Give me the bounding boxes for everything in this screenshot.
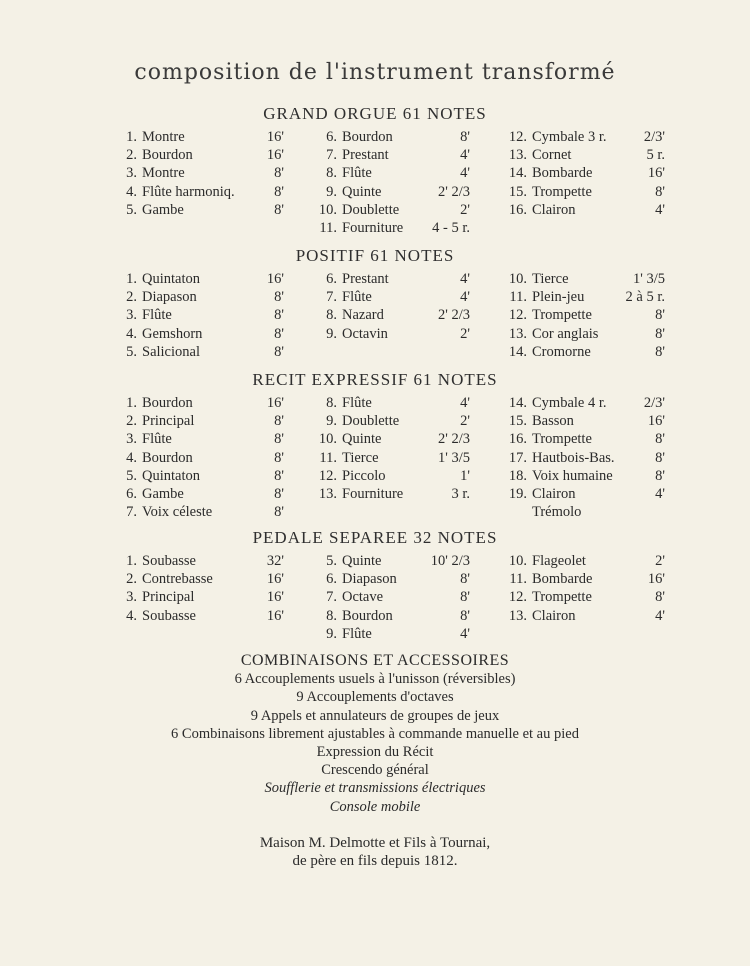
stop-pitch: 8' [655,589,665,606]
stop-number: 2. [126,571,137,588]
stop-name: Trémolo [532,504,582,521]
stop-number: 13. [508,607,527,624]
stop-pitch: 2' [460,413,470,430]
stop-pitch: 8' [274,343,284,360]
stop-name: Quintaton [142,467,200,484]
stop-number: 9. [326,325,337,342]
stop-number: 7. [326,289,337,306]
stop-name: Flûte [142,431,172,448]
stop-number: 5. [326,553,337,569]
stop-pitch: 2' 2/3 [437,183,470,200]
maker-line: Maison M. Delmotte et Fils à Tournai, [259,835,491,851]
stop-pitch: 8' [274,201,284,218]
stop-number: 7. [126,504,137,521]
stop-name: Clairon [532,607,576,624]
accessory-line: 9 Appels et annulateurs de groupes de jeux [250,707,500,724]
stop-name: Octavin [342,325,388,342]
stop-pitch: 4' [460,165,470,182]
stop-pitch: 8' [655,307,665,324]
stop-number: 4. [126,449,137,466]
stop-number: 11. [509,289,527,306]
stop-pitch: 1' 3/5 [632,271,665,287]
stop-number: 4. [126,607,137,624]
stop-pitch: 8' [274,504,284,521]
stop-name: Soubasse [142,553,196,569]
stop-name: Plein-jeu [532,289,585,306]
stop-name: Cromorne [532,343,591,360]
stop-number: 16. [508,201,527,218]
stop-number: 6. [126,485,137,502]
stop-name: Gambe [142,485,184,502]
stop-name: Voix humaine [532,467,613,484]
stop-name: Cymbale 4 r. [532,395,607,411]
stop-pitch: 32' [266,553,284,569]
stop-pitch: 16' [266,607,284,624]
stop-number: 1. [126,395,137,411]
stop-name: Cymbale 3 r. [532,129,607,145]
stop-number: 14. [508,165,527,182]
stop-pitch: 8' [274,413,284,430]
stop-name: Quintaton [142,271,200,287]
accessory-line: 9 Accouplements d'octaves [296,689,454,706]
stop-name: Flûte [342,625,372,642]
stop-name: Bourdon [142,449,193,466]
stop-pitch: 16' [647,571,665,588]
stop-name: Trompette [532,589,592,606]
stop-number: 1. [126,553,137,569]
stop-name: Tierce [342,449,379,466]
stop-pitch: 16' [266,395,284,411]
stop-name: Prestant [342,147,389,164]
stop-name: Trompette [532,431,592,448]
stop-name: Diapason [342,571,397,588]
stop-name: Diapason [142,289,197,306]
stop-name: Cor anglais [532,325,599,342]
stop-name: Bourdon [142,395,193,411]
stop-pitch: 4 - 5 r. [432,219,470,236]
stop-number: 1. [126,271,137,287]
stop-number: 10. [318,201,337,218]
stop-number: 9. [326,183,337,200]
stop-number: 13. [508,147,527,164]
stop-number: 4. [126,325,137,342]
stop-pitch: 4' [460,271,470,287]
stop-pitch: 8' [274,183,284,200]
stop-number: 12. [508,307,527,324]
stop-number: 8. [326,165,337,182]
stop-pitch: 8' [274,485,284,502]
stop-pitch: 16' [647,165,665,182]
stop-number: 9. [326,413,337,430]
stop-name: Montre [142,165,185,182]
stop-name: Quinte [342,431,382,448]
stop-name: Quinte [342,553,382,569]
stop-pitch: 4' [655,485,665,502]
stop-pitch: 2/3' [643,129,665,145]
stop-number: 7. [326,589,337,606]
accessory-line: 6 Accouplements usuels à l'unisson (réversibles) [234,671,516,688]
stop-number: 17. [508,449,527,466]
stop-pitch: 8' [274,325,284,342]
stop-pitch: 16' [266,147,284,164]
stop-number: 3. [126,589,137,606]
stop-name: Bourdon [142,147,193,164]
stop-number: 6. [326,271,337,287]
stop-name: Bourdon [342,129,393,145]
accessory-italic-line: Console mobile [329,798,421,815]
stop-pitch: 8' [274,289,284,306]
stop-pitch: 4' [460,625,470,642]
stop-name: Nazard [342,307,384,324]
stop-number: 5. [126,201,137,218]
stop-number: 10. [318,431,337,448]
stop-pitch: 4' [460,147,470,164]
stop-number: 11. [319,219,337,236]
stop-pitch: 2/3' [643,395,665,411]
stop-number: 8. [326,307,337,324]
section-heading-grand-orgue: GRAND ORGUE 61 NOTES [263,104,487,123]
stop-pitch: 8' [460,571,470,588]
stop-name: Flûte harmoniq. [142,183,235,200]
stop-number: 14. [508,343,527,360]
accessory-line: Expression du Récit [316,743,434,760]
accessory-line: Crescendo général [321,762,429,779]
stop-name: Tierce [532,271,569,287]
stop-pitch: 4' [460,395,470,411]
stop-number: 8. [326,395,337,411]
stop-name: Trompette [532,183,592,200]
stop-number: 2. [126,413,137,430]
stop-pitch: 2 à 5 r. [625,289,665,306]
stop-number: 5. [126,343,137,360]
stop-name: Gambe [142,201,184,218]
stop-name: Fourniture [342,485,404,502]
stop-pitch: 16' [266,129,284,145]
stop-pitch: 2' 2/3 [437,431,470,448]
stop-name: Flûte [142,307,172,324]
stop-name: Principal [142,413,195,430]
stop-name: Clairon [532,201,576,218]
stop-number: 3. [126,165,137,182]
stop-pitch: 2' 2/3 [437,307,470,324]
stop-name: Principal [142,589,195,606]
stop-pitch: 8' [655,183,665,200]
stop-pitch: 4' [460,289,470,306]
stop-pitch: 8' [655,325,665,342]
stop-pitch: 1' [460,467,470,484]
stop-name: Montre [142,129,185,145]
stop-pitch: 3 r. [451,485,470,502]
stop-number: 15. [508,413,527,430]
section-heading-positif: POSITIF 61 NOTES [295,246,455,265]
stop-number: 19. [508,485,527,502]
maker-since-line: de père en fils depuis 1812. [292,853,458,870]
stop-pitch: 8' [460,607,470,624]
stop-number: 14. [508,395,527,411]
stop-name: Salicional [142,343,200,360]
stop-number: 1. [126,129,137,145]
stop-name: Bourdon [342,607,393,624]
stop-pitch: 8' [274,307,284,324]
stop-number: 10. [508,271,527,287]
stop-pitch: 8' [274,431,284,448]
accessory-italic-line: Soufflerie et transmissions électriques [264,780,486,797]
accessories-heading: COMBINAISONS ET ACCESSOIRES [240,652,510,669]
stop-number: 13. [508,325,527,342]
stop-pitch: 8' [274,467,284,484]
stop-number: 10. [508,553,527,569]
stop-name: Hautbois-Bas. [532,449,615,466]
stop-pitch: 4' [655,607,665,624]
stop-name: Fourniture [342,219,404,236]
stop-number: 11. [509,571,527,588]
stop-pitch: 8' [655,467,665,484]
stop-pitch: 8' [460,129,470,145]
stop-name: Flûte [342,165,372,182]
stop-pitch: 16' [266,571,284,588]
stop-pitch: 8' [274,165,284,182]
stop-name: Soubasse [142,607,196,624]
stop-name: Basson [532,413,574,430]
stop-number: 15. [508,183,527,200]
stop-name: Cornet [532,147,572,164]
stop-pitch: 8' [655,431,665,448]
stop-pitch: 2' [460,201,470,218]
stop-name: Trompette [532,307,592,324]
section-heading-recit: RECIT EXPRESSIF 61 NOTES [252,370,498,389]
stop-pitch: 2' [460,325,470,342]
accessory-line: 6 Combinaisons librement ajustables à commande manuelle et au pied [171,725,579,742]
section-heading-pedale: PEDALE SEPAREE 32 NOTES [252,528,498,547]
stop-number: 8. [326,607,337,624]
stop-number: 7. [326,147,337,164]
stop-name: Piccolo [342,467,386,484]
stop-name: Bombarde [532,571,593,588]
stop-number: 13. [318,485,337,502]
stop-number: 2. [126,147,137,164]
stop-number: 2. [126,289,137,306]
stop-number: 5. [126,467,137,484]
stop-pitch: 2' [655,553,665,569]
stop-pitch: 8' [274,449,284,466]
stop-name: Gemshorn [142,325,203,342]
stop-number: 9. [326,625,337,642]
stop-pitch: 16' [647,413,665,430]
stop-name: Flûte [342,289,372,306]
stop-pitch: 8' [460,589,470,606]
stop-pitch: 16' [266,271,284,287]
stop-name: Quinte [342,183,382,200]
stop-name: Flûte [342,395,372,411]
stop-pitch: 5 r. [646,147,665,164]
stop-number: 6. [326,571,337,588]
stop-pitch: 1' 3/5 [437,449,470,466]
stop-name: Clairon [532,485,576,502]
stop-number: 12. [318,467,337,484]
stop-pitch: 8' [655,449,665,466]
stop-name: Bombarde [532,165,593,182]
stop-name: Contrebasse [142,571,213,588]
stop-pitch: 8' [655,343,665,360]
stop-name: Octave [342,589,384,606]
stop-pitch: 16' [266,589,284,606]
stop-number: 11. [319,449,337,466]
accessories-block [0,652,750,816]
stop-number: 12. [508,589,527,606]
stop-number: 12. [508,129,527,145]
stop-name: Flageolet [532,553,586,569]
stop-pitch: 4' [655,201,665,218]
stop-number: 3. [126,431,137,448]
stop-pitch: 10' 2/3 [430,553,470,569]
stop-number: 6. [326,129,337,145]
stop-number: 18. [508,467,527,484]
stop-name: Doublette [342,413,400,430]
stop-name: Doublette [342,201,400,218]
stop-number: 3. [126,307,137,324]
maker-footer [0,834,750,870]
page-title: composition de l'instrument transformé [134,60,616,85]
stop-name: Voix céleste [142,504,213,521]
stop-number: 16. [508,431,527,448]
stop-number: 4. [126,183,137,200]
stop-name: Prestant [342,271,389,287]
